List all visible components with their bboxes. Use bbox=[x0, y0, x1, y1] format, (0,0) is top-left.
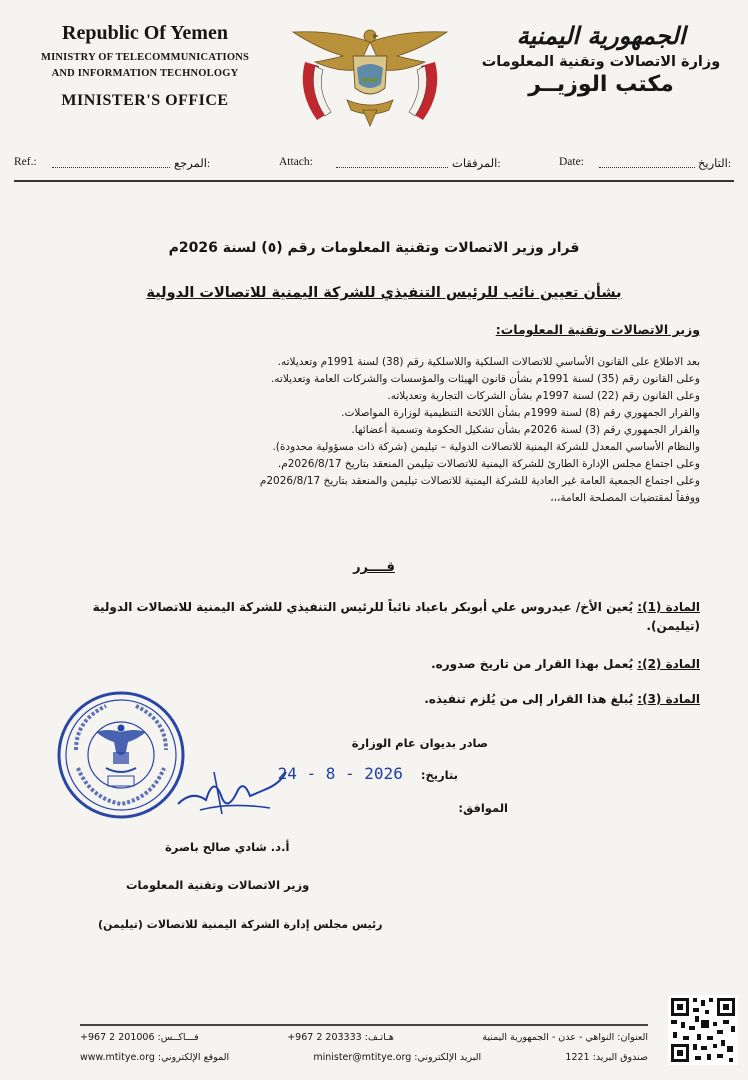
preamble-line: وعلى اجتماع مجلس الإدارة الطارئ للشركة اليمنية للاتصالات تيليمن المنعقد بتاريخ 2026/8/17م. bbox=[277, 458, 700, 470]
ref-label-en: Ref.: bbox=[14, 156, 37, 168]
footer-address: العنوان: النواهي - عدن - الجمهورية اليمنية bbox=[482, 1032, 648, 1043]
article-2 bbox=[90, 655, 700, 674]
preamble-line: والنظام الأساسي المعدل للشركة اليمنية للاتصالات الدولية – تيليمن (شركة ذات مسؤولية محدودة). bbox=[272, 441, 700, 453]
english-ministry-line2: AND INFORMATION TECHNOLOGY bbox=[51, 68, 239, 79]
reference-line bbox=[14, 156, 734, 178]
attach-label-ar: المرفقات: bbox=[452, 158, 501, 170]
article-3-label: المادة (3): bbox=[637, 692, 700, 706]
preamble-line: وعلى القانون رقم (22) لسنة 1997م بشأن الشركات التجارية وتعديلاته. bbox=[387, 390, 700, 402]
arabic-ministry-name: وزارة الاتصالات وتقنية المعلومات bbox=[481, 54, 721, 70]
corresponding-date-label: الموافق: bbox=[458, 801, 508, 815]
arabic-republic-name: الجمهورية اليمنية bbox=[516, 22, 686, 50]
footer-pobox: صندوق البريد: 1221 bbox=[565, 1052, 648, 1063]
article-1-label: المادة (1): bbox=[637, 600, 700, 614]
arabic-header bbox=[470, 22, 732, 97]
official-stamp-icon bbox=[56, 690, 186, 820]
article-2-text: يُعمل بهذا القرار من تاريخ صدوره. bbox=[431, 657, 634, 671]
attach-label-en: Attach: bbox=[279, 156, 313, 168]
article-3-text: يُبلغ هذا القرار إلى من يُلزم تنفيذه. bbox=[424, 692, 634, 706]
ref-dotted-field bbox=[52, 156, 170, 168]
issuance-date bbox=[278, 764, 458, 783]
date-label-ar: التاريخ: bbox=[698, 158, 732, 170]
english-republic-name: Republic Of Yemen bbox=[62, 22, 228, 44]
handwritten-signature-icon bbox=[170, 760, 290, 820]
preamble-line: وعلى القانون رقم (35) لسنة 1991م بشأن قانون الهيئات والمؤسسات والشركات العامة وتعديلاته. bbox=[270, 373, 700, 385]
signatory-title: وزير الاتصالات وتقنية المعلومات bbox=[126, 878, 310, 892]
footer-contact-row bbox=[80, 1032, 648, 1043]
article-2-label: المادة (2): bbox=[637, 657, 700, 671]
english-ministry-line1: MINISTRY OF TELECOMMUNICATIONS bbox=[40, 52, 250, 63]
preamble-line: وعلى اجتماع الجمعية العامة غير العادية للشركة اليمنية للاتصالات تيليمن والمنعقد بتاريخ 2026/8/17م bbox=[259, 475, 700, 487]
handwritten-date: 24 - 8 - 2026 bbox=[277, 764, 403, 783]
preamble-line: بعد الاطلاع على القانون الأساسي للاتصالات السلكية واللاسلكية رقم (38) لسنة 1991م وتعديلاته. bbox=[277, 356, 700, 368]
footer-phone: هـاتـف: 203333 2 967+ bbox=[287, 1032, 394, 1043]
preamble-line: والقرار الجمهوري رقم (8) لسنة 1999م بشأن اللائحة التنظيمية لوزارة المواصلات. bbox=[341, 407, 700, 419]
article-1-text: يُعين الأخ/ عيدروس علي أبوبكر باعباد نائباً للرئيس التنفيذي للشركة اليمنية للاتصالات الدولية (تيليمن). bbox=[92, 600, 700, 633]
decree-addressee: وزير الاتصالات وتقنية المعلومات: bbox=[495, 322, 700, 337]
date-dotted-field bbox=[599, 156, 695, 168]
english-office-name: MINISTER'S OFFICE bbox=[61, 92, 229, 109]
date-label-en: Date: bbox=[559, 156, 584, 168]
footer-email: البريد الإلكتروني: minister@mtitye.org bbox=[313, 1052, 482, 1063]
signatory-name: أ.د. شادي صالح باصرة bbox=[165, 840, 290, 854]
decree-subject: بشأن تعيين نائب للرئيس التنفيذي للشركة اليمنية للاتصالات الدولية bbox=[146, 285, 622, 301]
yemen-eagle-emblem-icon bbox=[287, 22, 453, 136]
decree-preamble bbox=[90, 354, 700, 507]
english-header bbox=[14, 22, 276, 110]
header-divider bbox=[14, 180, 734, 182]
signatory-board-title: رئيس مجلس إدارة الشركة اليمنية للاتصالات (تيليمن) bbox=[98, 918, 383, 931]
footer-fax: فـــاكــس: 201006 2 967+ bbox=[80, 1032, 199, 1043]
footer-website: الموقع الإلكتروني: www.mtitye.org bbox=[80, 1052, 230, 1063]
english-ministry-name bbox=[14, 50, 276, 82]
article-1 bbox=[90, 598, 700, 636]
decree-title: قرار وزير الاتصالات وتقنية المعلومات رقم (٥) لسنة 2026م bbox=[168, 240, 580, 256]
arabic-office-name: مكتب الوزيــر bbox=[528, 72, 674, 97]
preamble-line: ووفقاً لمقتضيات المصلحة العامة،،، bbox=[550, 492, 700, 504]
qr-code-icon bbox=[668, 995, 738, 1065]
attach-dotted-field bbox=[336, 156, 448, 168]
issued-at-ministry: صادر بديوان عام الوزارة bbox=[351, 736, 488, 750]
ref-label-ar: المرجع: bbox=[174, 158, 211, 170]
footer-divider bbox=[80, 1024, 648, 1026]
footer-online-row bbox=[80, 1052, 648, 1063]
preamble-line: والقرار الجمهوري رقم (3) لسنة 2026م بشأن تشكيل الحكومة وتسمية أعضائها. bbox=[351, 424, 700, 436]
date-label: بتاريخ: bbox=[420, 768, 458, 782]
decides-heading: قــــرر bbox=[353, 560, 395, 575]
